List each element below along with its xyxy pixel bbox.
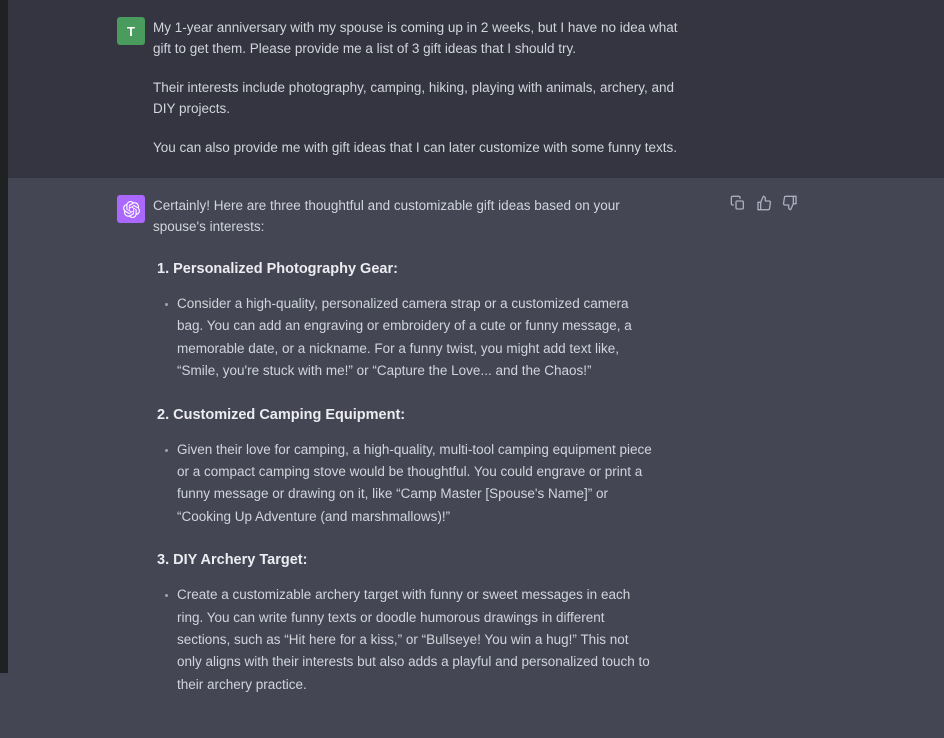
avatar: T	[117, 17, 145, 45]
sidebar-rail	[0, 0, 8, 673]
user-avatar-column	[0, 17, 153, 158]
section-heading-1: 1. Personalized Photography Gear:	[157, 261, 398, 277]
list-item: Create a customizable archery target with funny or sweet messages in each ring. You can write funny texts or doodle humorous drawings in different sections, such as “Hit here for a kiss,” or “Bullseye! You win a hug!” This not only aligns with their interests but also adds a playful and personalized touch to their archery practice.	[165, 584, 653, 696]
assistant-intro: Certainly! Here are three thoughtful and customizable gift ideas based on your spouse's interests:	[153, 198, 620, 234]
section-heading-3: 3. DIY Archery Target:	[157, 552, 308, 569]
user-message	[0, 0, 944, 178]
assistant-avatar-column	[0, 195, 153, 718]
user-paragraph: My 1-year anniversary with my spouse is coming up in 2 weeks, but I have no idea what gift to get them. Please provide me a list of 3 gift ideas that I should try.	[153, 20, 678, 56]
thumbs-down-icon[interactable]	[782, 195, 798, 211]
user-paragraph: You can also provide me with gift ideas that I can later customize with some funny texts.	[153, 140, 678, 155]
thumbs-up-icon[interactable]	[756, 195, 772, 211]
section-heading-2: 2. Customized Camping Equipment:	[157, 406, 406, 423]
assistant-message-content	[153, 195, 944, 718]
section-bullets-1	[153, 293, 653, 383]
avatar	[117, 195, 145, 223]
openai-logo-icon	[123, 201, 140, 218]
copy-icon[interactable]	[730, 195, 746, 211]
list-item: Consider a high-quality, personalized camera strap or a customized camera bag. You can add an engraving or embroidery of a cute or funny message, a memorable date, or a nickname. For a funny twist, you might add text like, “Smile, you're stuck with me!” or “Capture the Love... and the Chaos!”	[165, 293, 653, 383]
message-actions	[730, 195, 798, 211]
user-message-content	[153, 17, 944, 158]
section-bullets-3	[153, 584, 653, 696]
user-paragraph: Their interests include photography, camping, hiking, playing with animals, archery, and DIY projects.	[153, 80, 675, 116]
list-item: Given their love for camping, a high-quality, multi-tool camping equipment piece or a compact camping stove would be thoughtful. You could engrave or print a funny message or drawing on it, like “Camp Master [Spouse's Name]” or “Cooking Up Adventure (and marshmallows)!”	[165, 439, 653, 529]
section-bullets-2	[153, 439, 653, 529]
assistant-message	[0, 178, 944, 738]
